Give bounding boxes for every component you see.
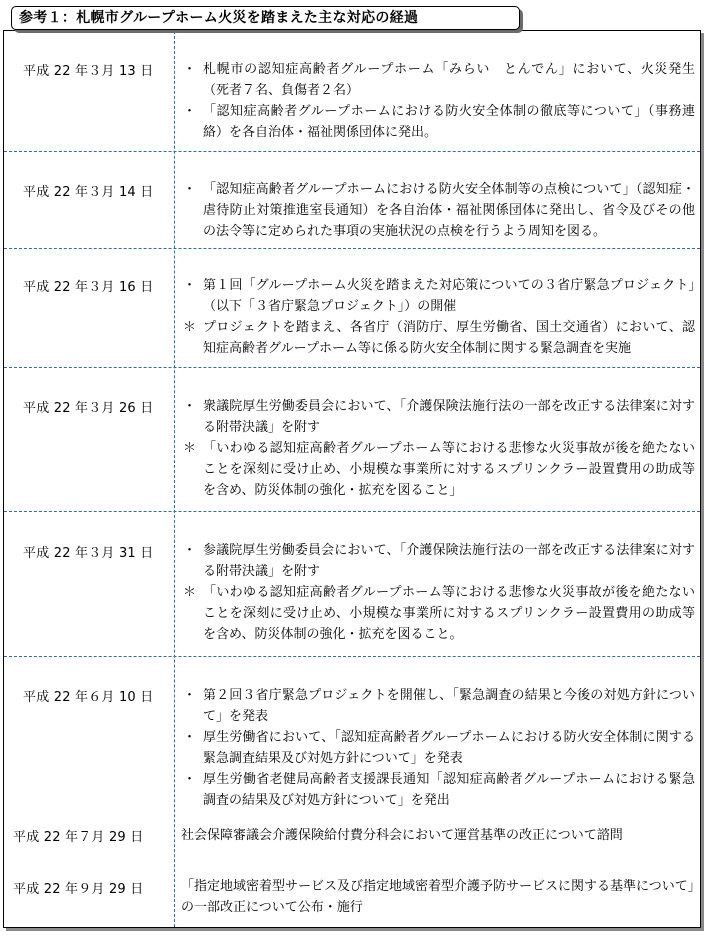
row-date: 平成 22 年３月 14 日	[23, 185, 154, 200]
list-item	[181, 769, 695, 811]
list-item	[181, 275, 695, 317]
row-entries	[181, 540, 695, 645]
entry-text: 札幌市の認知症高齢者グループホーム「みらい とんでん」において、火災発生（死者７名、負傷者２名）	[203, 62, 695, 98]
entry-text: 厚生労働省老健局高齢者支援課長通知「認知症高齢者グループホームにおける緊急調査の結果及び対処方針について」を発出	[203, 772, 695, 808]
list-item	[181, 101, 695, 143]
row-date: 平成 22 年９月 29 日	[13, 882, 144, 897]
bullet-mark: ・	[183, 62, 197, 77]
list-item	[181, 582, 695, 645]
entry-text: 参議院厚生労働委員会において、「介護保険法施行法の一部を改正する法律案に対する附帯決議」を附す	[203, 543, 695, 579]
list-item	[181, 396, 695, 438]
row-entries	[181, 685, 695, 811]
entry-text: 「指定地域密着型サービス及び指定地域密着型介護予防サービスに関する基準について」の一部改正について公布・施行	[181, 879, 695, 915]
row-entries	[181, 396, 695, 501]
row-separator	[4, 151, 700, 152]
list-item	[181, 317, 695, 359]
list-item	[181, 727, 695, 769]
bullet-mark: ・	[183, 278, 197, 293]
asterisk-mark: ＊	[183, 585, 197, 600]
row-entries	[181, 275, 695, 359]
bullet-mark: ・	[183, 772, 197, 787]
entry-text: 社会保障審議会介護保険給付費分科会において運営基準の改正について諮問	[181, 828, 623, 843]
row-separator	[4, 248, 700, 249]
entry-text: 衆議院厚生労働委員会において、「介護保険法施行法の一部を改正する法律案に対する附帯決議」を附す	[203, 399, 695, 435]
row-entries	[181, 179, 695, 242]
row-date: 平成 22 年３月 26 日	[23, 401, 154, 416]
bullet-mark: ・	[183, 182, 197, 197]
list-item	[181, 685, 695, 727]
row-date: 平成 22 年７月 29 日	[13, 830, 144, 845]
entry-text: プロジェクトを踏まえ、各省庁（消防庁、厚生労働省、国土交通省）において、認知症高齢者グループホーム等に係る防火安全体制に関する緊急調査を実施	[203, 320, 695, 356]
list-item	[181, 438, 695, 501]
entry-text: 厚生労働省において、「認知症高齢者グループホームにおける防火安全体制に関する緊急調査結果及び対処方針について」を発表	[203, 730, 695, 766]
bullet-mark: ・	[183, 104, 197, 119]
document-title: 参考１：札幌市グループホーム火災を踏まえた主な対応の経過	[11, 6, 520, 30]
row-separator	[4, 367, 700, 368]
list-item	[181, 179, 695, 242]
asterisk-mark: ＊	[183, 441, 197, 456]
entry-text: 「認知症高齢者グループホームにおける防火安全体制等の点検について」（認知症・虐待防止対策推進室長通知）を各自治体・福祉関係団体に発出し、省令及びその他の法令等に定められた事項の実施状況の点検を行うよう周知を図る。	[203, 182, 695, 239]
row-date: 平成 22 年３月 31 日	[23, 546, 154, 561]
column-divider	[174, 31, 175, 927]
entry-text: 第１回「グループホーム火災を踏まえた対応策についての３省庁緊急プロジェクト」（以下「３省庁緊急プロジェクト」）の開催	[203, 278, 695, 314]
row-date: 平成 22 年３月 16 日	[23, 280, 154, 295]
row-separator	[4, 656, 700, 657]
row-date: 平成 22 年３月 13 日	[23, 64, 154, 79]
list-item	[181, 540, 695, 582]
bullet-mark: ・	[183, 399, 197, 414]
entry-text: 「認知症高齢者グループホームにおける防火安全体制の徹底等について」（事務連絡）を各自治体・福祉関係団体に発出。	[203, 104, 695, 140]
row-entries	[181, 59, 695, 143]
bullet-mark: ・	[183, 543, 197, 558]
bullet-mark: ・	[183, 688, 197, 703]
entry-text: 「いわゆる認知症高齢者グループホーム等における悲惨な火災事故が後を絶たないことを深刻に受け止め、小規模な事業所に対するスプリンクラー設置費用の助成等を含め、防災体制の強化・拡充を図ること。	[203, 585, 695, 642]
row-separator	[4, 511, 700, 512]
entry-text: 第２回３省庁緊急プロジェクトを開催し、「緊急調査の結果と今後の対処方針について」を発表	[203, 688, 695, 724]
bullet-mark: ・	[183, 730, 197, 745]
entry-text: 「いわゆる認知症高齢者グループホーム等における悲惨な火災事故が後を絶たないことを深刻に受け止め、小規模な事業所に対するスプリンクラー設置費用の助成等を含め、防災体制の強化・拡充を図ること」	[203, 441, 695, 498]
row-date: 平成 22 年６月 10 日	[23, 690, 154, 705]
list-item	[181, 59, 695, 101]
asterisk-mark: ＊	[183, 320, 197, 335]
